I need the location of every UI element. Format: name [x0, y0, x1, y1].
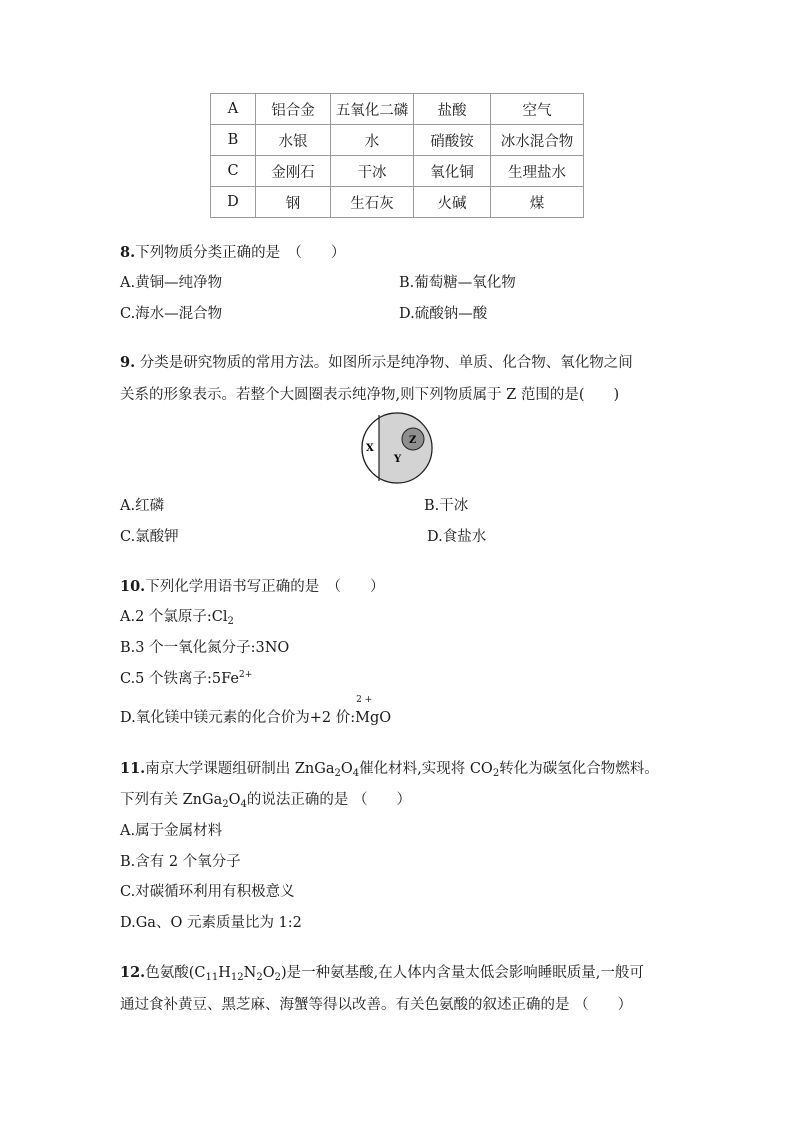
table-cell: D — [211, 187, 256, 218]
text: H — [218, 965, 231, 981]
text: O — [340, 761, 353, 777]
table-cell: A — [211, 94, 256, 125]
table-cell: C — [211, 156, 256, 187]
q10-option-c — [120, 667, 252, 688]
table-cell: 生石灰 — [331, 187, 414, 218]
question-8-stem — [120, 241, 345, 262]
q11-option-d: D.Ga、O 元素质量比为 1:2 — [120, 915, 302, 931]
label-y: Y — [394, 454, 402, 465]
subscript: 2 — [492, 768, 500, 779]
option-text: C.5 个铁离子:5Fe — [120, 671, 239, 687]
q9-option-a: A.红磷 — [120, 498, 165, 514]
table-cell: 煤 — [491, 187, 584, 218]
table-row — [211, 156, 584, 187]
table-cell: 氧化铜 — [414, 156, 491, 187]
question-11-line1 — [120, 757, 659, 778]
subscript: 2 — [222, 799, 229, 810]
label-z: Z — [409, 435, 417, 446]
q8-option-b: B.葡萄糖—氧化物 — [399, 275, 516, 291]
table-cell: 空气 — [491, 94, 584, 125]
superscript: 2+ — [238, 670, 253, 680]
table-cell: 钢 — [256, 187, 331, 218]
question-text: 下列化学用语书写正确的是 （ ） — [145, 579, 385, 595]
subscript: 11 — [205, 972, 219, 983]
classification-diagram — [360, 411, 436, 485]
q9-option-b: B.干冰 — [424, 498, 469, 514]
subscript: 4 — [352, 768, 360, 779]
table-cell: 冰水混合物 — [491, 125, 584, 156]
subscript: 2 — [256, 972, 263, 983]
q11-option-a: A.属于金属材料 — [120, 823, 223, 839]
table-row — [211, 94, 584, 125]
table-cell: 硝酸铵 — [414, 125, 491, 156]
question-9-line2: 关系的形象表示。若整个大圆圈表示纯净物,则下列物质属于 Z 范围的是( ) — [120, 387, 620, 403]
q8-option-d: D.硫酸钠—酸 — [399, 306, 488, 322]
table-cell: B — [211, 125, 256, 156]
table-cell: 干冰 — [331, 156, 414, 187]
table-cell: 水银 — [256, 125, 331, 156]
label-x: X — [366, 443, 374, 454]
text: )是一种氨基酸,在人体内含量太低会影响睡眠质量,一般可 — [280, 965, 644, 981]
subscript: 12 — [230, 972, 244, 983]
table-cell: 金刚石 — [256, 156, 331, 187]
table-cell: 生理盐水 — [491, 156, 584, 187]
question-12-line1 — [120, 961, 644, 982]
option-text: A.2 个氯原子:Cl — [120, 609, 228, 625]
table-row — [211, 125, 584, 156]
table-cell: 水 — [331, 125, 414, 156]
question-12-line2: 通过食补黄豆、黑芝麻、海蟹等得以改善。有关色氨酸的叙述正确的是 （ ） — [120, 997, 633, 1013]
question-10-stem — [120, 575, 384, 596]
text: O — [228, 792, 241, 808]
text: O — [262, 965, 275, 981]
question-9-line1 — [120, 351, 633, 372]
subscript: 2 — [334, 768, 341, 779]
question-number: 9. — [120, 354, 136, 371]
q9-option-d: D.食盐水 — [427, 529, 487, 545]
subscript: 4 — [240, 799, 247, 810]
question-11-line2 — [120, 788, 411, 809]
text: 下列有关 ZnGa — [120, 792, 223, 808]
question-number: 12. — [120, 964, 146, 981]
valence-mark: 2 + — [356, 695, 373, 705]
q8-option-a: A.黄铜—纯净物 — [120, 275, 223, 291]
subscript: 2 — [227, 616, 234, 627]
table-cell: 铝合金 — [256, 94, 331, 125]
q11-option-c: C.对碳循环利用有积极意义 — [120, 884, 295, 900]
q10-option-d — [120, 695, 392, 727]
option-text: D.氧化镁中镁元素的化合价为+2 价: — [120, 710, 356, 726]
valence-formula — [355, 695, 392, 726]
text: 催化材料,实现将 CO — [359, 761, 493, 777]
q9-option-c: C.氯酸钾 — [120, 529, 179, 545]
table-cell: 火碱 — [414, 187, 491, 218]
question-number: 11. — [120, 760, 146, 777]
table-cell: 五氧化二磷 — [331, 94, 414, 125]
table-row — [211, 187, 584, 218]
text: 南京大学课题组研制出 ZnGa — [145, 761, 335, 777]
subscript: 2 — [274, 972, 281, 983]
q10-option-b: B.3 个一氧化氮分子:3NO — [120, 640, 290, 656]
q8-option-c: C.海水—混合物 — [120, 306, 223, 322]
text: N — [243, 965, 257, 981]
text: 色氨酸(C — [145, 965, 206, 981]
question-text: 下列物质分类正确的是 （ ） — [135, 245, 346, 261]
q11-option-b: B.含有 2 个氧分子 — [120, 854, 241, 870]
options-table — [210, 93, 584, 218]
table-cell: 盐酸 — [414, 94, 491, 125]
question-text: 分类是研究物质的常用方法。如图所示是纯净物、单质、化合物、氧化物之间 — [135, 355, 633, 371]
formula: MgO — [355, 710, 392, 726]
text: 的说法正确的是 （ ） — [246, 792, 412, 808]
q10-option-a — [120, 605, 234, 626]
question-number: 8. — [120, 244, 136, 261]
text: 转化为碳氢化合物燃料。 — [499, 761, 659, 777]
question-number: 10. — [120, 578, 146, 595]
